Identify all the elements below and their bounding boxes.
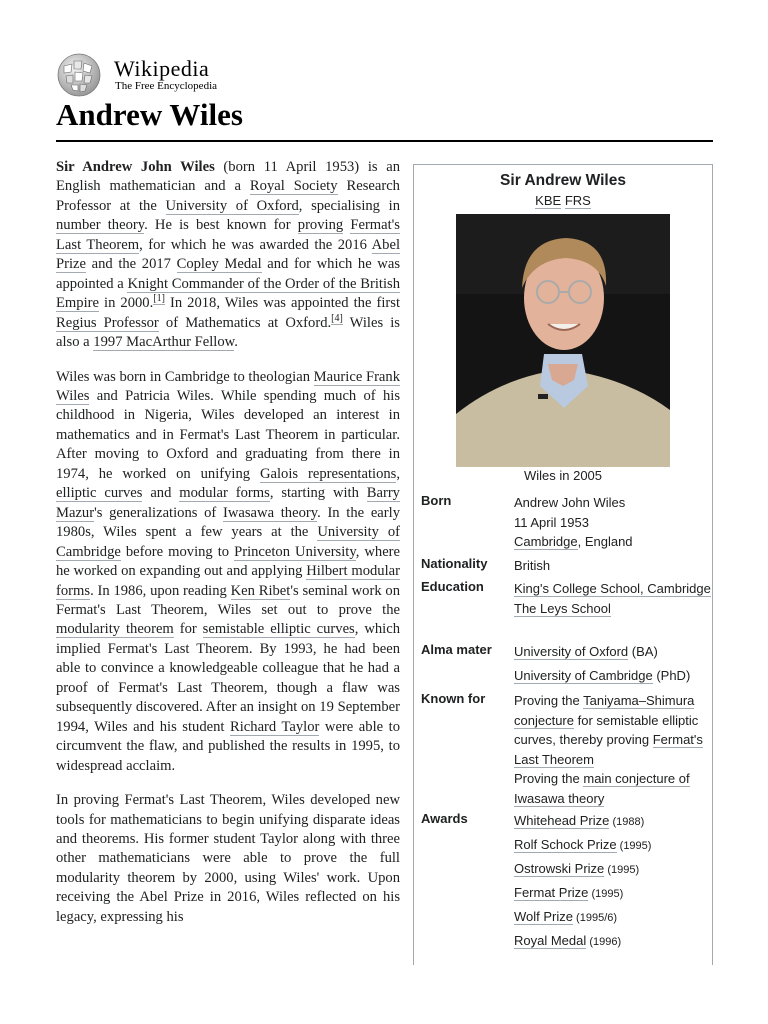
link-cambridge[interactable]: Cambridge — [514, 534, 578, 549]
link-kbe[interactable]: KBE — [535, 193, 562, 208]
infobox-name: Sir Andrew Wiles — [500, 172, 626, 189]
text: , which implied Fermat's Last Theorem. By 1993, he had been able to convince a knowledgeable colleague that he had a proof of Fermat's Last Theorem, though a flaw was subsequently discovered. After an insight on 19 September 1994, Wiles and his student — [56, 621, 400, 735]
text: Proving the — [514, 771, 584, 786]
text: , starting with — [269, 485, 367, 502]
award-item — [514, 835, 713, 859]
label-known-for: Known for — [421, 691, 486, 706]
link-iwasawa-theory[interactable]: Iwasawa theory — [223, 504, 318, 521]
award-item — [514, 931, 713, 955]
text: and the 2017 — [86, 256, 177, 273]
link-ken-ribet[interactable]: Ken Ribet — [230, 582, 291, 599]
award-item — [514, 859, 713, 883]
text: . In the early 1980s, Wiles spent a few years at the — [56, 504, 400, 541]
link-main-conjecture-iwasawa[interactable]: main conjecture of Iwasawa theory — [514, 771, 690, 806]
link-whitehead-prize[interactable]: Whitehead Prize — [514, 813, 610, 828]
label-education: Education — [421, 579, 484, 594]
award-year: (1995) — [604, 864, 640, 876]
award-item — [514, 907, 713, 931]
photo-caption: Wiles in 2005 — [523, 468, 603, 483]
text: , — [396, 465, 400, 482]
link-knight-commander[interactable]: Knight Commander of the Order of the British Empire — [56, 275, 400, 312]
link-royal-medal[interactable]: Royal Medal — [514, 933, 587, 948]
text: of Mathematics at Oxford. — [158, 314, 332, 331]
link-ostrowski-prize[interactable]: Ostrowski Prize — [514, 861, 605, 876]
link-semistable-elliptic-curves[interactable]: semistable elliptic curves — [202, 621, 355, 638]
link-copley-medal[interactable]: Copley Medal — [176, 256, 262, 273]
link-fermats-last-theorem-infobox[interactable]: Fermat's Last Theorem — [514, 732, 703, 767]
text: . — [234, 334, 238, 351]
award-item — [514, 883, 713, 907]
article-body — [56, 158, 400, 958]
value-nationality: British — [514, 558, 551, 573]
text: for — [173, 621, 203, 638]
text: before moving to — [120, 543, 235, 560]
award-item — [514, 811, 713, 835]
value-known-for — [514, 691, 713, 808]
link-university-of-cambridge[interactable]: University of Cambridge — [56, 524, 400, 560]
award-year: (1995) — [588, 888, 624, 900]
link-galois-representations[interactable]: Galois representations — [259, 465, 397, 482]
text: Wiles was born in Cambridge to theologian — [56, 368, 314, 385]
link-number-theory[interactable]: number theory — [56, 217, 145, 234]
award-year: (1988) — [609, 816, 645, 828]
link-richard-taylor[interactable]: Richard Taylor — [230, 718, 320, 735]
label-nationality: Nationality — [421, 556, 488, 571]
label-alma-mater: Alma mater — [421, 642, 492, 657]
text: and for which he was appointed a — [56, 256, 400, 292]
text: Proving the — [514, 693, 584, 708]
link-hilbert-modular-forms[interactable]: Hilbert modular forms — [56, 563, 400, 599]
link-oxford[interactable]: University of Oxford — [514, 644, 629, 659]
link-cambridge-university[interactable]: University of Cambridge — [514, 667, 653, 683]
link-royal-society[interactable]: Royal Society — [249, 178, 338, 195]
link-maurice-frank-wiles[interactable]: Maurice Frank Wiles — [56, 368, 400, 404]
award-year: (1995) — [616, 840, 652, 852]
link-macarthur-fellow[interactable]: 1997 MacArthur Fellow — [93, 334, 235, 351]
text: were able to circumvent the flaw, and published the results in 1995, to widespread acclaim. — [56, 718, 400, 774]
reference-4[interactable]: [4] — [331, 312, 343, 324]
infobox-post-nominals — [414, 193, 712, 208]
link-proving[interactable]: proving — [297, 217, 344, 234]
born-place — [514, 532, 713, 552]
paragraph-early-life — [56, 368, 400, 777]
value-alma-mater — [514, 642, 713, 685]
link-princeton-university[interactable]: Princeton University — [234, 543, 356, 560]
link-abel-prize[interactable]: Abel Prize — [56, 236, 400, 273]
award-year: (1995/6) — [573, 912, 618, 924]
link-fermats-last-theorem[interactable]: Fermat's Last Theorem — [56, 217, 400, 253]
value-education — [514, 579, 713, 618]
text: Wiles is also a — [56, 314, 400, 351]
award-year: (1996) — [586, 936, 622, 948]
text: . He is best known for — [144, 217, 298, 234]
text: and Patricia Wiles. While spending much of his childhood in Nigeria, Wiles developed an interest in mathematics and in Fermat's Last Theorem in particular. After moving to Oxford and graduating from there in 1974, he worked on unifying — [56, 387, 400, 482]
wikipedia-tagline: The Free Encyclopedia — [115, 80, 218, 92]
text: Research Professor at the — [56, 178, 400, 214]
value-awards — [514, 811, 713, 955]
link-regius-professor[interactable]: Regius Professor — [56, 314, 159, 331]
reference-1[interactable]: [1] — [153, 293, 165, 305]
site-header — [56, 52, 716, 98]
wikipedia-wordmark[interactable]: Wikipedia — [114, 56, 210, 81]
link-barry-mazur[interactable]: Barry Mazur — [56, 485, 400, 521]
text: 's seminal work on Fermat's Last Theorem, Wiles set out to prove the — [56, 582, 400, 618]
lead-name: Sir Andrew John Wiles — [56, 159, 215, 175]
link-leys-school[interactable]: The Leys School — [514, 600, 611, 616]
text: , for which he was awarded the 2016 — [139, 236, 372, 253]
text: (BA) — [628, 644, 658, 659]
page-title: Andrew Wiles — [56, 96, 713, 142]
wikipedia-globe-logo[interactable] — [56, 52, 102, 98]
paragraph-intro — [56, 158, 400, 353]
link-fermat-prize[interactable]: Fermat Prize — [514, 885, 589, 900]
text: . In 1986, upon reading — [90, 582, 231, 599]
label-born: Born — [421, 493, 452, 508]
text: in 2000. — [98, 295, 154, 312]
born-date: 11 April 1953 — [514, 514, 589, 530]
text: (born 11 April 1953) is an English mathematician and a — [56, 159, 400, 195]
text: , specialising in — [298, 197, 400, 214]
link-taniyama-shimura[interactable]: Taniyama–Shimura conjecture — [514, 693, 695, 728]
text: , where he worked on expanding out and applying — [56, 543, 400, 580]
born-name: Andrew John Wiles — [514, 495, 626, 510]
link-wolf-prize[interactable]: Wolf Prize — [514, 909, 573, 924]
value-born — [514, 493, 713, 552]
link-modular-forms[interactable]: modular forms — [179, 485, 270, 502]
link-university-of-oxford[interactable]: University of Oxford — [165, 197, 299, 214]
link-rolf-schock-prize[interactable]: Rolf Schock Prize — [514, 837, 617, 852]
link-frs[interactable]: FRS — [564, 193, 591, 208]
text: (PhD) — [652, 667, 691, 683]
text: and — [142, 485, 180, 502]
text: for semistable elliptic curves, thereby proving — [514, 712, 699, 747]
link-modularity-theorem[interactable]: modularity theorem — [56, 621, 174, 638]
text: In 2018, Wiles was appointed the first — [164, 295, 400, 312]
infobox — [413, 164, 713, 965]
link-kings-college-school[interactable]: King's College School, Cambridge — [514, 581, 711, 596]
link-elliptic-curves[interactable]: elliptic curves — [56, 485, 143, 502]
portrait-photo[interactable] — [456, 214, 670, 467]
text: 's generalizations of — [94, 504, 223, 521]
label-awards: Awards — [421, 811, 468, 826]
paragraph-legacy: In proving Fermat's Last Theorem, Wiles developed new tools for mathematicians to begin unifying disparate ideas and theorems. His former student Taylor along with three other mathematicians were able to prove the full modularity theorem by 2000, using Wiles' work. Upon receiving the Abel Prize in 2016, Wiles reflected on his legacy, expressing his — [56, 792, 400, 925]
text: , England — [577, 534, 633, 549]
